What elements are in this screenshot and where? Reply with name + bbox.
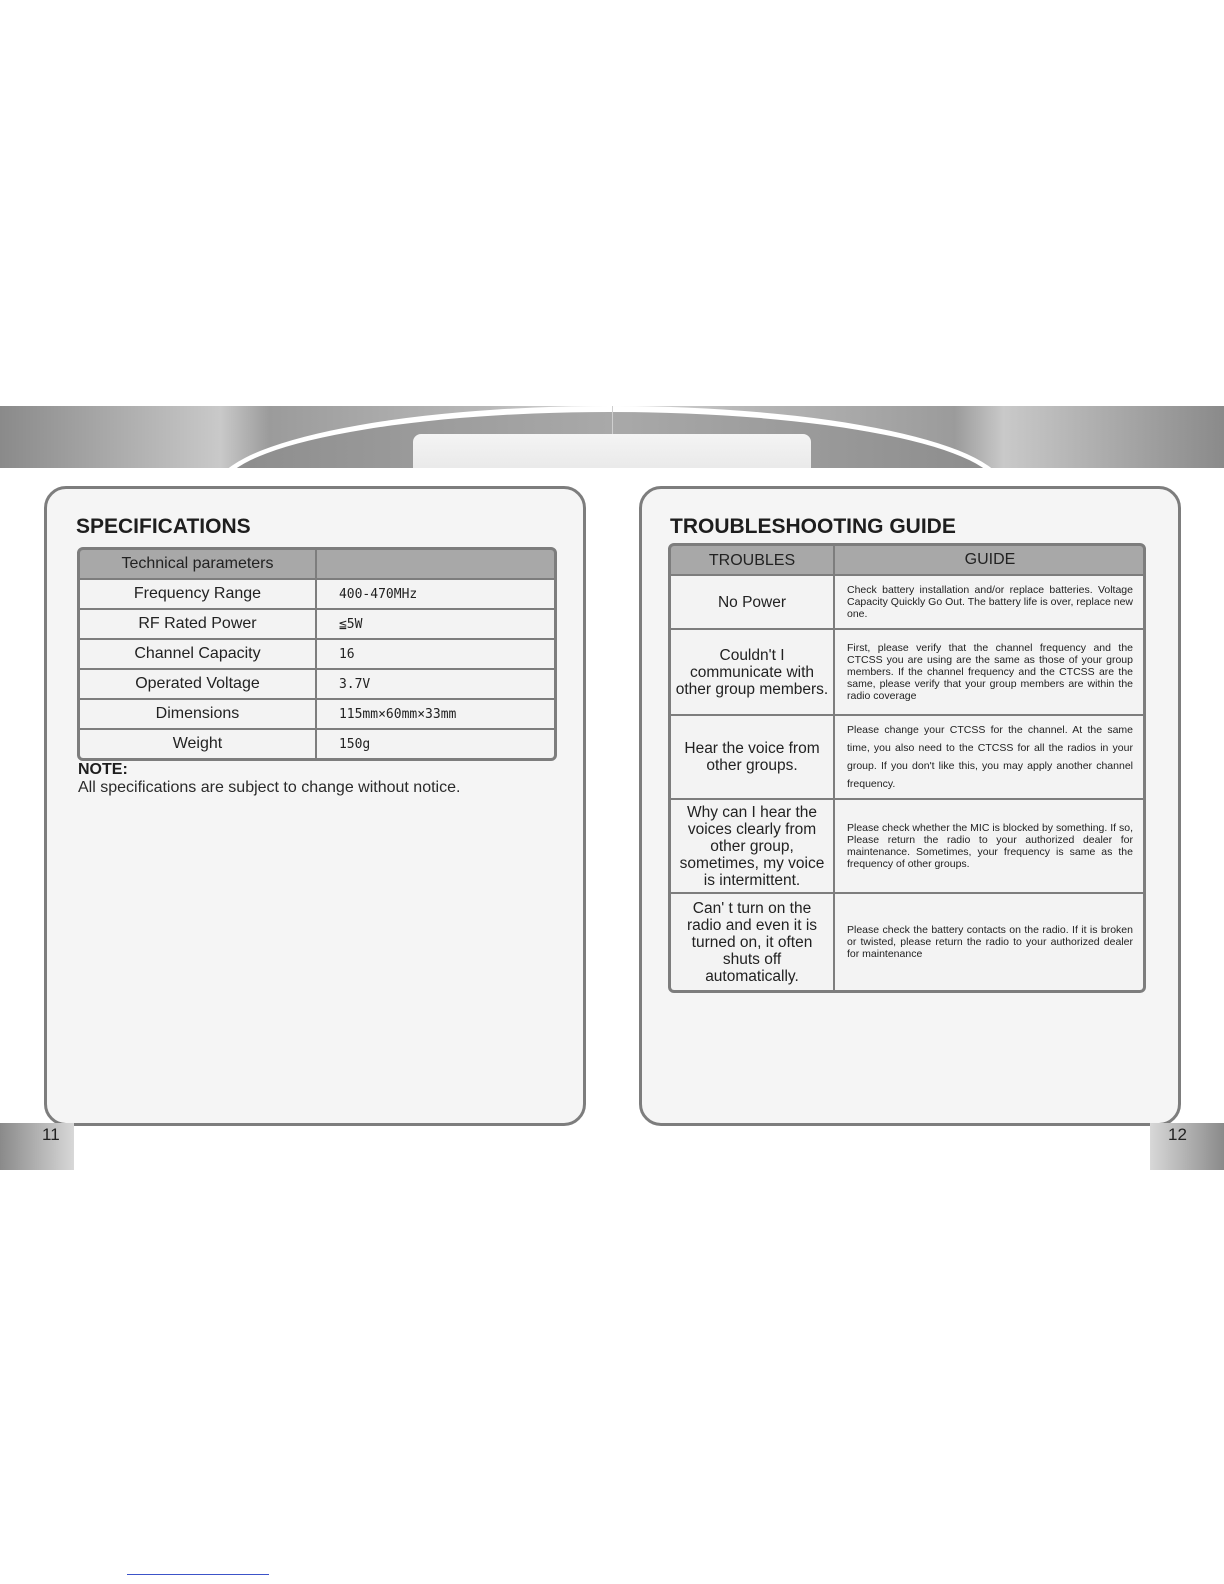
guide-cell: Please check the battery contacts on the radio. If it is broken or twisted, please return the radio to your authorized dealer for maintenance — [835, 894, 1143, 990]
param-value: ≦5W — [317, 610, 554, 638]
table-row — [80, 730, 554, 758]
table-row — [671, 576, 1143, 628]
header-cell: TROUBLES — [671, 546, 833, 574]
specifications-panel — [44, 486, 586, 1126]
trouble-cell: Why can I hear the voices clearly from other group, sometimes, my voice is intermittent. — [671, 800, 833, 892]
param-value: 400-470MHz — [317, 580, 554, 608]
specifications-table — [77, 547, 557, 761]
param-value: 3.7V — [317, 670, 554, 698]
note-text: All specifications are subject to change without notice. — [78, 779, 461, 796]
param-value: 16 — [317, 640, 554, 668]
header-banner — [0, 406, 1224, 468]
page-number-right: 12 — [1150, 1123, 1224, 1170]
param-name: Frequency Range — [80, 580, 315, 608]
trouble-cell: No Power — [671, 576, 833, 628]
table-row — [80, 640, 554, 668]
param-name: Dimensions — [80, 700, 315, 728]
table-row — [80, 700, 554, 728]
trouble-cell: Can' t turn on the radio and even it is turned on, it often shuts off automatically. — [671, 894, 833, 990]
param-name: RF Rated Power — [80, 610, 315, 638]
guide-cell: Check battery installation and/or replace batteries. Voltage Capacity Quickly Go Out. The battery life is over, replace new one. — [835, 576, 1143, 628]
table-row — [671, 630, 1143, 714]
header-cell — [317, 550, 554, 578]
header-cell: GUIDE — [835, 546, 1143, 574]
table-row — [80, 580, 554, 608]
param-name: Operated Voltage — [80, 670, 315, 698]
param-name: Weight — [80, 730, 315, 758]
troubleshooting-panel — [639, 486, 1181, 1126]
table-row — [671, 716, 1143, 798]
table-row — [80, 610, 554, 638]
banner-divider — [612, 406, 613, 434]
troubleshooting-table — [668, 543, 1146, 993]
specifications-title: SPECIFICATIONS — [76, 515, 251, 538]
param-name: Channel Capacity — [80, 640, 315, 668]
troubleshooting-title: TROUBLESHOOTING GUIDE — [670, 515, 956, 538]
table-row — [671, 894, 1143, 990]
footer-link-underline — [127, 1574, 269, 1575]
table-header-row — [671, 546, 1143, 574]
table-header-row — [80, 550, 554, 578]
param-value: 150g — [317, 730, 554, 758]
guide-cell: First, please verify that the channel frequency and the CTCSS you are using are the same as those of your group members. If the channel frequency and the CTCSS are the same, please verify that your group members are within the radio coverage — [835, 630, 1143, 714]
trouble-cell: Couldn't I communicate with other group members. — [671, 630, 833, 714]
trouble-cell: Hear the voice from other groups. — [671, 716, 833, 798]
header-cell: Technical parameters — [80, 550, 315, 578]
param-value: 115mm×60mm×33mm — [317, 700, 554, 728]
table-row — [671, 800, 1143, 892]
banner-tab — [413, 434, 811, 468]
table-row — [80, 670, 554, 698]
guide-cell: Please change your CTCSS for the channel. At the same time, you also need to the CTCSS for all the radios in your group. If you don't like this, you may apply another channel frequency. — [835, 716, 1143, 798]
page-number-left: 11 — [0, 1123, 74, 1170]
note-title: NOTE: — [78, 761, 128, 778]
guide-cell: Please check whether the MIC is blocked by something. If so, Please return the radio to your authorized dealer for maintenance. Sometimes, your frequency is same as the frequency of other groups. — [835, 800, 1143, 892]
